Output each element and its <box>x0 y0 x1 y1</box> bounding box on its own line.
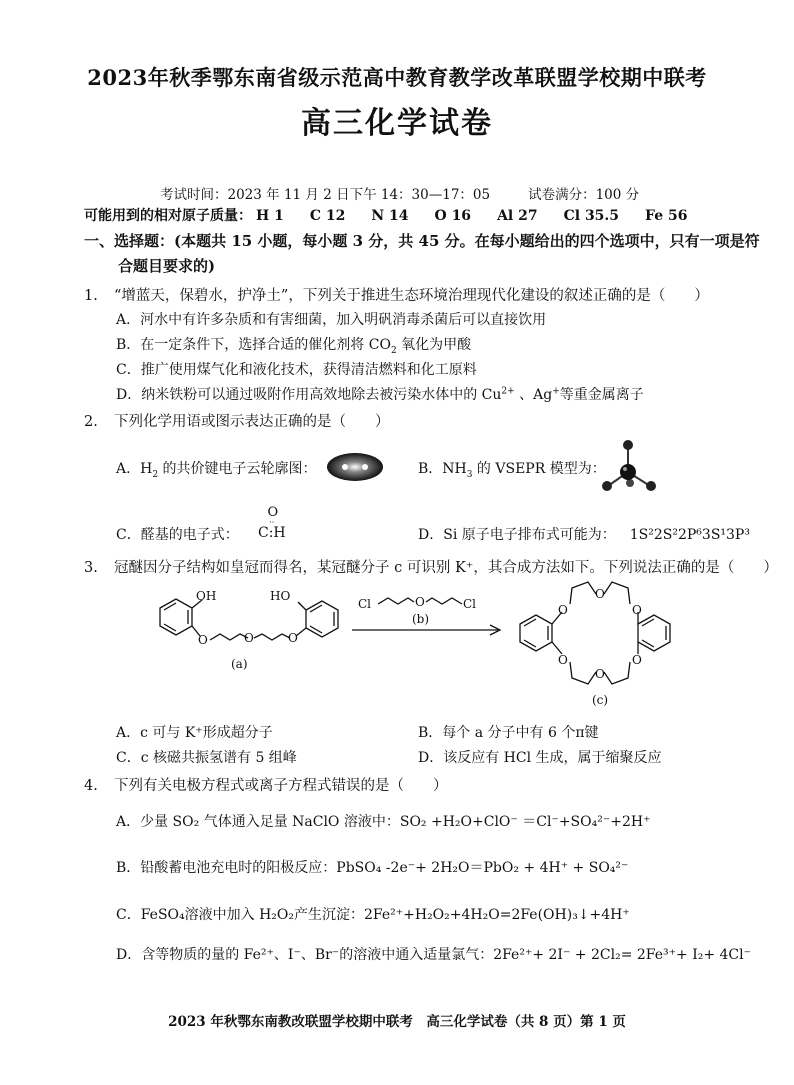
exam-title: 2023年秋季鄂东南省级示范高中教育教学改革联盟学校期中联考 <box>87 65 707 90</box>
oxygen-label: O <box>558 653 568 667</box>
oxygen-label: O <box>595 667 605 681</box>
exam-info <box>160 183 639 203</box>
electron-cloud-icon <box>325 450 385 484</box>
question-stem: “增蓝天，保碧水，护净土”，下列关于推进生态环境治理现代化建设的叙述正确的是（ ） <box>114 288 709 304</box>
atomic-mass-item: H 1 <box>256 208 284 224</box>
q4-option-a: A．少量 SO₂ 气体通入足量 NaClO 溶液中：SO₂ +H₂O+ClO⁻ ＝Cl⁻+SO₄²⁻+2H⁺ <box>116 814 651 830</box>
q2-option-c: C．醛基的电子式： <box>116 527 239 543</box>
oxygen-label: O <box>288 631 298 645</box>
question-number: 2. <box>84 414 98 430</box>
q1-option-a: A．河水中有许多杂质和有害细菌，加入明矾消毒杀菌后可以直接饮用 <box>116 312 547 328</box>
question-number: 4. <box>84 778 98 794</box>
question-3 <box>84 556 778 577</box>
q2-option-d: D．Si 原子电子排布式可能为： 1S²2S²2P⁶3S¹3P³ <box>418 527 750 543</box>
q4-option-b: B．铅酸蓄电池充电时的阳极反应：PbSO₄ -2e⁻+ 2H₂O＝PbO₂ + 4H⁺ + SO₄²⁻ <box>116 860 629 876</box>
label-a: (a) <box>231 657 248 671</box>
crown-ether-synthesis-diagram <box>130 578 690 718</box>
oxygen-label: O <box>198 633 208 647</box>
question-2 <box>84 410 390 431</box>
oxygen-label: O <box>244 631 254 645</box>
atomic-mass-item: Al 27 <box>497 208 538 224</box>
section-heading-cont: 合题目要求的) <box>118 257 216 275</box>
aldehyde-formula: O ·· C:H <box>258 505 286 541</box>
exam-time: 考试时间：2023 年 11 月 2 日下午 14：30—17：05 <box>160 187 491 203</box>
oxygen-label: O <box>595 587 605 601</box>
oxygen-label: O <box>632 603 642 617</box>
q2-option-b: B．$NH_3$ 的 VSEPR 模型为： <box>418 461 606 480</box>
atomic-masses-label: 可能用到的相对原子质量： <box>84 208 252 224</box>
q4-option-d: D．含等物质的量的 Fe²⁺、I⁻、Br⁻的溶液中通入适量氯气：2Fe²⁺+ 2I⁻ + 2Cl₂= 2Fe³⁺+ I₂+ 4Cl⁻ <box>116 947 752 963</box>
q1-option-c: C．推广使用煤气化和液化技术，获得清洁燃料和化工原料 <box>116 362 477 378</box>
atomic-masses <box>84 205 687 225</box>
hydroxyl-label: OH <box>196 589 217 603</box>
q3-option-a: A．c 可与 K⁺形成超分子 <box>116 725 273 741</box>
label-b: (b) <box>412 612 430 626</box>
question-stem: 冠醚因分子结构如皇冠而得名，某冠醚分子 c 可识别 K⁺，其合成方法如下。下列说法正确的是（ ） <box>114 560 778 576</box>
q3-option-b: B．每个 a 分子中有 6 个π键 <box>418 725 599 741</box>
oxygen-label: O <box>558 603 568 617</box>
atomic-mass-item: O 16 <box>434 208 472 224</box>
hydroxyl-label: HO <box>270 589 291 603</box>
q1-option-d: D．纳米铁粉可以通过吸附作用高效地除去被污染水体中的 $Cu^{2+}$ 、Ag+等重金属离子 <box>116 386 644 403</box>
chlorine-label: Cl <box>358 597 372 611</box>
atomic-mass-item: Fe 56 <box>645 208 688 224</box>
q1-option-b: B．在一定条件下，选择合适的催化剂将 $CO_2$ 氧化为甲酸 <box>116 337 472 356</box>
atomic-mass-item: N 14 <box>371 208 409 224</box>
vsepr-model-icon <box>598 438 660 494</box>
question-number: 3. <box>84 560 98 576</box>
page-footer: 2023 年秋鄂东南教改联盟学校期中联考 高三化学试卷（共 8 页）第 1 页 <box>168 1014 626 1030</box>
atomic-mass-item: Cl 35.5 <box>563 208 620 224</box>
label-c: (c) <box>592 693 609 707</box>
atomic-mass-item: C 12 <box>309 208 346 224</box>
question-number: 1. <box>84 288 98 304</box>
q4-option-c: C．FeSO₄溶液中加入 H₂O₂产生沉淀：2Fe²⁺+H₂O₂+4H₂O=2Fe(OH)₃↓+4H⁺ <box>116 907 630 923</box>
question-stem: 下列有关电极方程式或离子方程式错误的是（ ） <box>114 778 448 794</box>
subject-title: 高三化学试卷 <box>301 106 493 141</box>
question-stem: 下列化学用语或图示表达正确的是（ ） <box>114 414 390 430</box>
oxygen-label: O <box>632 653 642 667</box>
q3-option-c: C．c 核磁共振氢谱有 5 组峰 <box>116 750 297 766</box>
question-1 <box>84 284 709 305</box>
oxygen-label: O <box>415 595 425 609</box>
question-4 <box>84 774 448 795</box>
full-score: 试卷满分：100 分 <box>528 187 640 203</box>
section-heading: 一、选择题：(本题共 15 小题，每小题 3 分，共 45 分。在每小题给出的四个选项中，只有一项是符 <box>84 232 760 250</box>
q3-option-d: D．该反应有 HCl 生成，属于缩聚反应 <box>418 750 662 766</box>
chlorine-label: Cl <box>463 597 477 611</box>
q2-option-a: A．$H_2$ 的共价键电子云轮廓图： <box>116 461 317 480</box>
